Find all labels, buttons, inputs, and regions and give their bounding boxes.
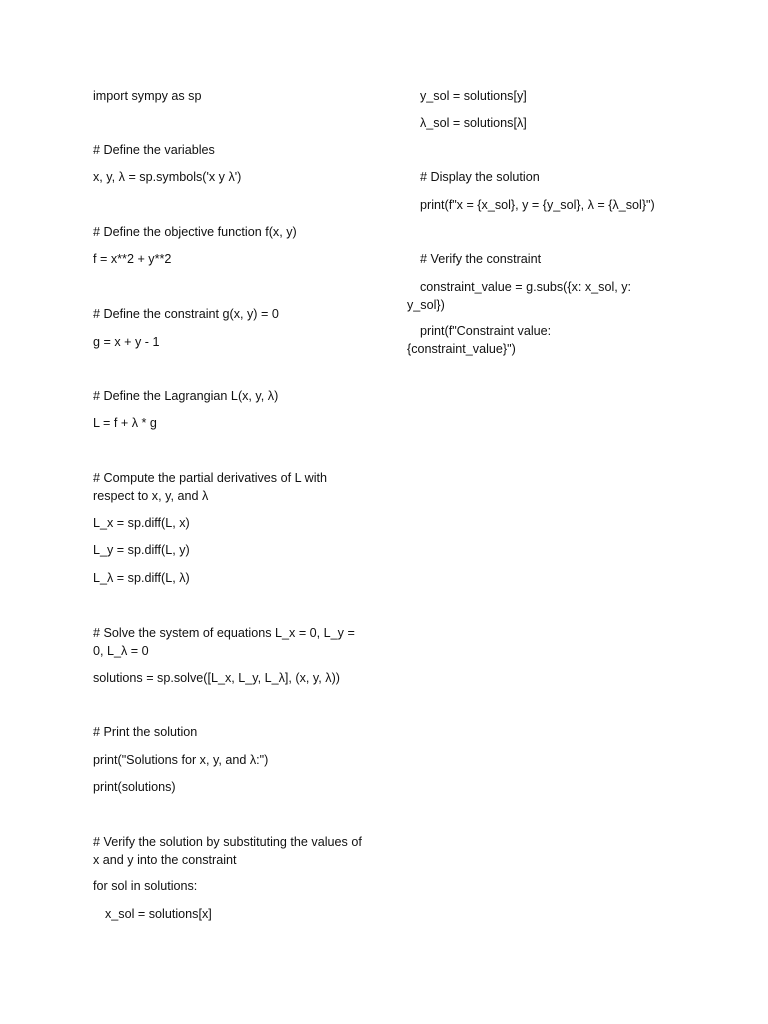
code-line-print-solutions: print(solutions) [93, 780, 176, 794]
comment-solve-system: # Solve the system of equations L_x = 0, L_y = 0, L_λ = 0 [93, 626, 359, 658]
code-line-print-fstring: print(f"x = {x_sol}, y = {y_sol}, λ = {λ_sol}") [420, 198, 655, 212]
code-line-lagrangian: L = f + λ * g [93, 416, 157, 430]
comment-partial-derivatives: # Compute the partial derivatives of L with respect to x, y, and λ [93, 471, 331, 503]
comment-verify-solution: # Verify the solution by substituting the values of x and y into the constraint [93, 835, 366, 867]
code-line-symbols: x, y, λ = sp.symbols('x y λ') [93, 170, 242, 184]
code-line-import: import sympy as sp [93, 89, 202, 103]
comment-lagrangian: # Define the Lagrangian L(x, y, λ) [93, 389, 279, 403]
code-line-lambda-sol: λ_sol = solutions[λ] [420, 116, 527, 130]
comment-verify-constraint: # Verify the constraint [420, 252, 542, 266]
comment-constraint: # Define the constraint g(x, y) = 0 [93, 307, 279, 321]
code-line-y-sol: y_sol = solutions[y] [420, 89, 527, 103]
code-line-constraint-value: constraint_value = g.subs({x: x_sol, y: [420, 280, 632, 294]
code-line-lx: L_x = sp.diff(L, x) [93, 516, 190, 530]
code-line-llambda: L_λ = sp.diff(L, λ) [93, 571, 190, 585]
comment-objective-function: # Define the objective function f(x, y) [93, 225, 297, 239]
comment-print-solution: # Print the solution [93, 725, 198, 739]
code-line-constraint-value-cont: y_sol}) [407, 298, 445, 312]
code-line-ly: L_y = sp.diff(L, y) [93, 543, 190, 557]
code-line-constraint: g = x + y - 1 [93, 335, 160, 349]
code-line-print-heading: print("Solutions for x, y, and λ:") [93, 753, 269, 767]
code-line-print-constraint: print(f"Constraint value: [420, 324, 552, 338]
comment-define-variables: # Define the variables [93, 143, 215, 157]
code-line-objective: f = x**2 + y**2 [93, 252, 172, 266]
code-line-x-sol: x_sol = solutions[x] [105, 907, 212, 921]
code-line-for-loop: for sol in solutions: [93, 879, 198, 893]
code-line-print-constraint-cont: {constraint_value}") [407, 342, 516, 356]
code-line-solve: solutions = sp.solve([L_x, L_y, L_λ], (x, y, λ)) [93, 671, 340, 685]
comment-display-solution: # Display the solution [420, 170, 540, 184]
